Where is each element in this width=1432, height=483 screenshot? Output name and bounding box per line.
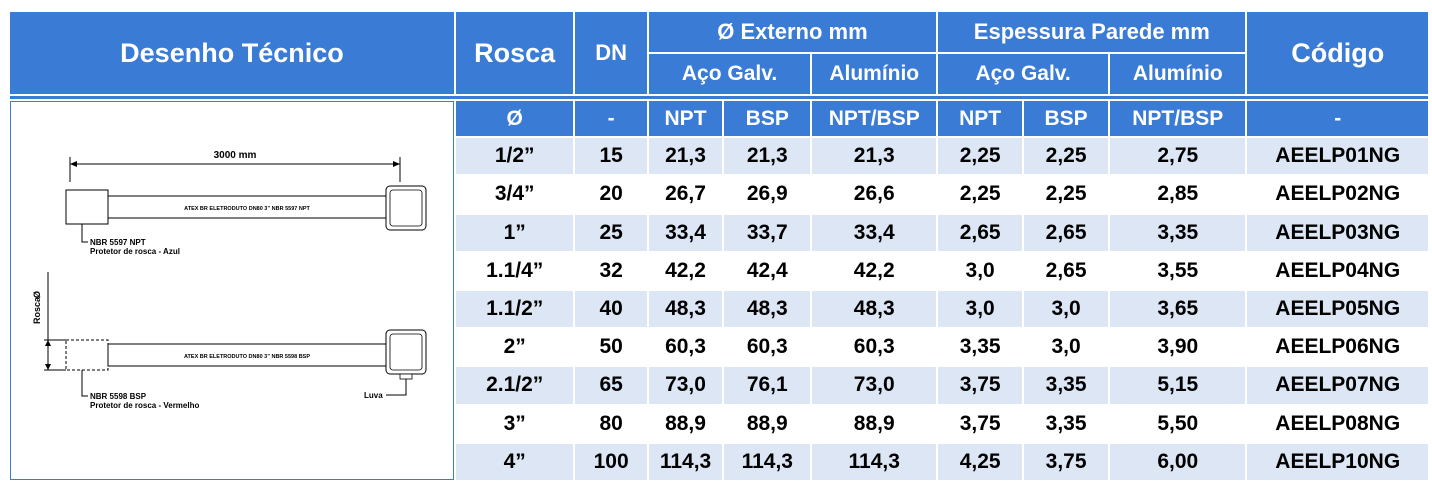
cell-esp-bsp: 3,75	[1024, 444, 1108, 480]
cell-rosca: 1”	[456, 215, 574, 251]
rosca-label: Rosca	[32, 296, 43, 324]
unit-ext-bsp: BSP	[724, 101, 810, 136]
spec-table	[8, 10, 1430, 482]
unit-dn: -	[575, 101, 646, 136]
cell-ext-bsp: 48,3	[724, 291, 810, 327]
cell-esp-bsp: 2,25	[1024, 176, 1108, 212]
cell-esp-npt: 3,0	[938, 291, 1022, 327]
unit-esp-npt: NPT	[938, 101, 1022, 136]
cell-esp-alu: 2,85	[1110, 176, 1245, 212]
cell-ext-alu: 88,9	[812, 406, 936, 442]
cell-rosca: 3/4”	[456, 176, 574, 212]
cell-codigo: AEELP06NG	[1247, 329, 1428, 365]
cell-dn: 40	[575, 291, 646, 327]
cell-ext-npt: 114,3	[649, 444, 722, 480]
header-espessura: Espessura Parede mm	[938, 12, 1245, 52]
cell-ext-bsp: 21,3	[724, 138, 810, 174]
cell-esp-bsp: 3,0	[1024, 291, 1108, 327]
cell-esp-bsp: 3,35	[1024, 367, 1108, 403]
cell-ext-bsp: 42,4	[724, 253, 810, 289]
cell-ext-bsp: 114,3	[724, 444, 810, 480]
cell-ext-npt: 21,3	[649, 138, 722, 174]
pipe-npt-marking: ATEX BR ELETRODUTO DN80 3” NBR 5597 NPT	[184, 206, 311, 212]
cell-esp-alu: 3,35	[1110, 215, 1245, 251]
cell-ext-alu: 42,2	[812, 253, 936, 289]
rosca-dimension	[32, 272, 66, 370]
cell-rosca: 1/2”	[456, 138, 574, 174]
pipe-bsp-marking: ATEX BR ELETRODUTO DN80 3” NBR 5598 BSP	[184, 354, 311, 360]
cell-codigo: AEELP02NG	[1247, 176, 1428, 212]
cell-ext-alu: 21,3	[812, 138, 936, 174]
cell-esp-npt: 4,25	[938, 444, 1022, 480]
cell-codigo: AEELP05NG	[1247, 291, 1428, 327]
cell-esp-alu: 5,15	[1110, 367, 1245, 403]
pipe-npt	[66, 186, 426, 256]
cell-esp-alu: 5,50	[1110, 406, 1245, 442]
cell-codigo: AEELP04NG	[1247, 253, 1428, 289]
cell-esp-alu: 3,55	[1110, 253, 1245, 289]
cell-ext-bsp: 33,7	[724, 215, 810, 251]
unit-row	[10, 101, 1428, 136]
pipe-drawing-svg	[20, 102, 443, 474]
technical-drawing	[10, 101, 454, 480]
cell-rosca: 1.1/4”	[456, 253, 574, 289]
cell-esp-npt: 2,65	[938, 215, 1022, 251]
cell-dn: 50	[575, 329, 646, 365]
cell-dn: 100	[575, 444, 646, 480]
cell-esp-bsp: 3,0	[1024, 329, 1108, 365]
label-protetor-azul: Protetor de rosca - Azul	[90, 247, 181, 256]
cell-dn: 80	[575, 406, 646, 442]
cell-esp-alu: 2,75	[1110, 138, 1245, 174]
cell-ext-npt: 60,3	[649, 329, 722, 365]
cell-esp-bsp: 2,65	[1024, 215, 1108, 251]
cell-ext-npt: 73,0	[649, 367, 722, 403]
label-nbr5597: NBR 5597 NPT	[90, 238, 147, 247]
cell-codigo: AEELP01NG	[1247, 138, 1428, 174]
cell-codigo: AEELP10NG	[1247, 444, 1428, 480]
header-divider	[10, 96, 1428, 99]
cell-rosca: 4”	[456, 444, 574, 480]
cell-ext-npt: 33,4	[649, 215, 722, 251]
cell-ext-alu: 48,3	[812, 291, 936, 327]
cell-dn: 20	[575, 176, 646, 212]
cell-rosca: 2”	[456, 329, 574, 365]
pipe-bsp	[66, 330, 426, 410]
cell-codigo: AEELP08NG	[1247, 406, 1428, 442]
cell-ext-bsp: 88,9	[724, 406, 810, 442]
unit-codigo: -	[1247, 101, 1428, 136]
cell-esp-npt: 2,25	[938, 176, 1022, 212]
label-nbr5598: NBR 5598 BSP	[90, 392, 147, 401]
cell-dn: 15	[575, 138, 646, 174]
cell-ext-bsp: 60,3	[724, 329, 810, 365]
cell-rosca: 2.1/2”	[456, 367, 574, 403]
cell-rosca: 3”	[456, 406, 574, 442]
cell-ext-alu: 73,0	[812, 367, 936, 403]
cell-ext-npt: 26,7	[649, 176, 722, 212]
header-desenho: Desenho Técnico	[10, 12, 454, 94]
cell-ext-npt: 42,2	[649, 253, 722, 289]
cell-codigo: AEELP03NG	[1247, 215, 1428, 251]
header-aco-galv-externo: Aço Galv.	[649, 54, 811, 94]
cell-esp-alu: 6,00	[1110, 444, 1245, 480]
cell-codigo: AEELP07NG	[1247, 367, 1428, 403]
header-aluminio-espessura: Alumínio	[1110, 54, 1245, 94]
cell-dn: 25	[575, 215, 646, 251]
unit-rosca: Ø	[456, 101, 574, 136]
cell-ext-npt: 88,9	[649, 406, 722, 442]
cell-esp-bsp: 3,35	[1024, 406, 1108, 442]
cell-dn: 65	[575, 367, 646, 403]
header-externo: Ø Externo mm	[649, 12, 936, 52]
length-dimension	[70, 150, 400, 182]
cell-esp-alu: 3,90	[1110, 329, 1245, 365]
length-label: 3000 mm	[214, 150, 257, 161]
header-aco-galv-espessura: Aço Galv.	[938, 54, 1108, 94]
header-rosca: Rosca	[456, 12, 574, 94]
cell-dn: 32	[575, 253, 646, 289]
cell-esp-bsp: 2,25	[1024, 138, 1108, 174]
label-luva: Luva	[364, 391, 384, 400]
header-dn: DN	[575, 12, 646, 94]
cell-ext-alu: 33,4	[812, 215, 936, 251]
unit-esp-bsp: BSP	[1024, 101, 1108, 136]
cell-esp-npt: 3,75	[938, 367, 1022, 403]
cell-ext-bsp: 76,1	[724, 367, 810, 403]
cell-rosca: 1.1/2”	[456, 291, 574, 327]
header-aluminio-externo: Alumínio	[812, 54, 936, 94]
cell-esp-alu: 3,65	[1110, 291, 1245, 327]
cell-ext-bsp: 26,9	[724, 176, 810, 212]
cell-esp-bsp: 2,65	[1024, 253, 1108, 289]
cell-esp-npt: 3,75	[938, 406, 1022, 442]
unit-ext-npt: NPT	[649, 101, 722, 136]
diameter-symbol: Ø	[32, 290, 43, 298]
cell-ext-alu: 114,3	[812, 444, 936, 480]
header-codigo: Código	[1247, 12, 1428, 94]
cell-ext-npt: 48,3	[649, 291, 722, 327]
cell-esp-npt: 3,0	[938, 253, 1022, 289]
cell-ext-alu: 60,3	[812, 329, 936, 365]
unit-esp-alu: NPT/BSP	[1110, 101, 1245, 136]
unit-ext-alu: NPT/BSP	[812, 101, 936, 136]
label-protetor-vermelho: Protetor de rosca - Vermelho	[90, 401, 200, 410]
cell-esp-npt: 3,35	[938, 329, 1022, 365]
cell-ext-alu: 26,6	[812, 176, 936, 212]
cell-esp-npt: 2,25	[938, 138, 1022, 174]
